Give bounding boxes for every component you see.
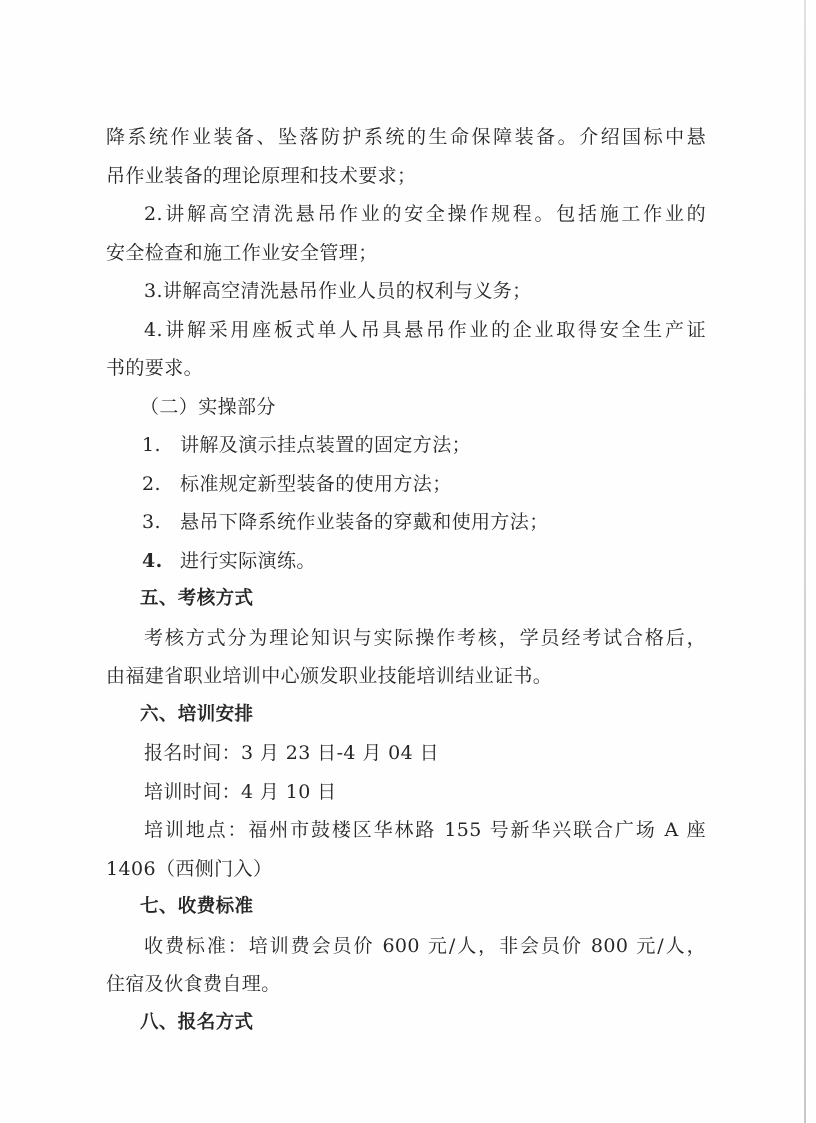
practice-item — [106, 465, 706, 504]
document-body — [106, 118, 706, 1042]
text-line: 吊作业装备的理论原理和技术要求； — [106, 164, 417, 187]
section-heading: 六、培训安排 — [140, 703, 254, 725]
practice-item-number: 3. — [142, 511, 161, 533]
section-heading: 八、报名方式 — [140, 1011, 254, 1033]
practice-item — [106, 503, 706, 542]
section-heading: 七、收费标准 — [140, 896, 254, 917]
practice-item-number: 1. — [142, 434, 161, 456]
practice-item-text: 讲解及演示挂点装置的固定方法； — [180, 434, 472, 456]
text-line: 考核方式分为理论知识与实际操作考核，学员经考试合格后， — [144, 626, 706, 649]
fee-standard: 收费标准：培训费会员价 600 元/人，非会员价 800 元/人， — [144, 934, 706, 957]
scan-edge-shadow — [804, 0, 806, 1123]
training-location: 培训地点：福州市鼓楼区华林路 155 号新华兴联合广场 A 座 — [144, 819, 706, 841]
text-line: 2.讲解高空清洗悬吊作业的安全操作规程。包括施工作业的 — [144, 203, 706, 225]
practice-item — [106, 426, 706, 465]
practice-item-text: 进行实际演练。 — [180, 549, 316, 572]
section-heading: 五、考核方式 — [140, 588, 254, 609]
practice-item-number: 4. — [142, 549, 163, 572]
practice-item-text: 标准规定新型装备的使用方法； — [180, 472, 452, 495]
registration-time: 报名时间：3 月 23 日-4 月 04 日 — [144, 742, 439, 764]
subsection-title: （二）实操部分 — [140, 395, 276, 418]
training-location-cont: 1406（西侧门入） — [106, 857, 273, 880]
text-line: 3.讲解高空清洗悬吊作业人员的权利与义务； — [144, 280, 532, 302]
text-line: 书的要求。 — [106, 357, 204, 379]
practice-item — [106, 542, 706, 581]
practice-item-number: 2. — [142, 472, 161, 495]
text-line: 住宿及伙食费自理。 — [106, 973, 281, 995]
practice-item-text: 悬吊下降系统作业装备的穿戴和使用方法； — [180, 511, 549, 533]
text-line: 由福建省职业培训中心颁发职业技能培训结业证书。 — [106, 665, 553, 687]
text-line: 4.讲解采用座板式单人吊具悬吊作业的企业取得安全生产证 — [144, 318, 706, 341]
text-line: 安全检查和施工作业安全管理； — [106, 241, 378, 264]
text-line: 降系统作业装备、坠落防护系统的生命保障装备。介绍国标中悬 — [106, 126, 706, 148]
training-time: 培训时间：4 月 10 日 — [144, 780, 337, 803]
